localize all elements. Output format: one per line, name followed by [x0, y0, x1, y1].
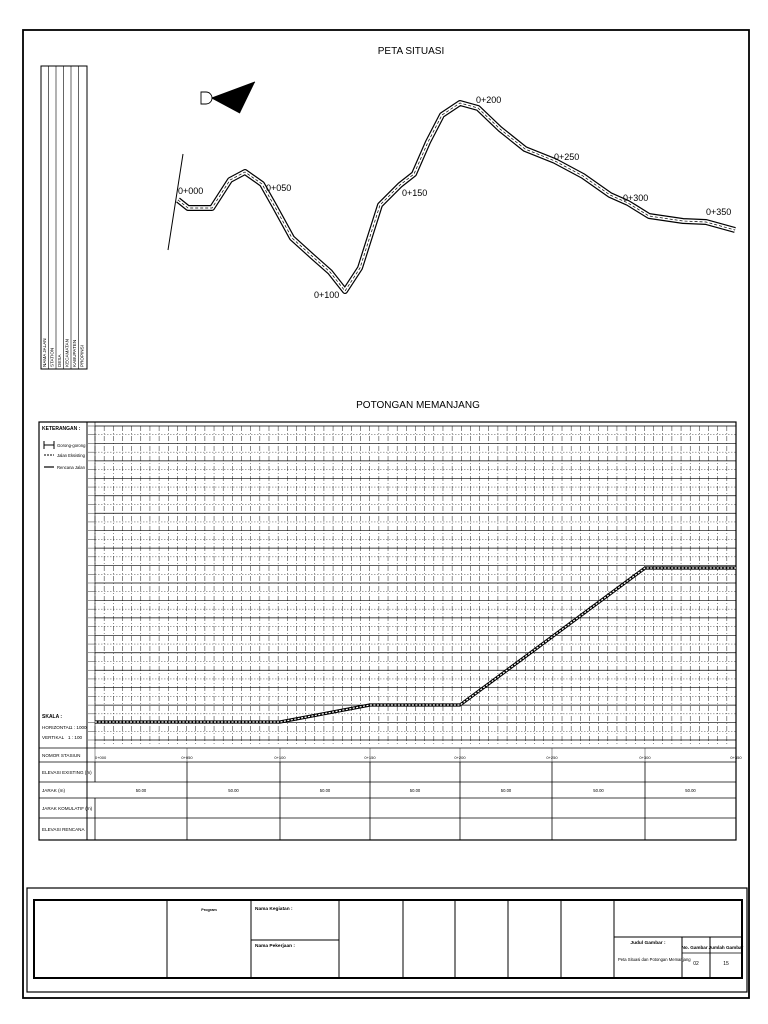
scale-vertical-label: VERTIKAL — [42, 735, 65, 740]
table-station-label: 0+250 — [546, 755, 558, 760]
table-station-label: 0+050 — [181, 755, 193, 760]
pekerjaan-label: Nama Pekerjaan : — [255, 944, 295, 949]
table-distance-value: 50.00 — [685, 788, 696, 793]
legend-item-existing: Jalan Eksisting — [57, 453, 85, 458]
plan-station-label-1: 0+050 — [266, 183, 292, 193]
table-station-label: 0+200 — [454, 755, 466, 760]
judul-value: Peta Situasi dan Potongan Memanjang — [618, 957, 691, 962]
legend — [42, 426, 86, 470]
table-row-label: JARAK KOMULATIF (m) — [42, 806, 93, 811]
side-label-propinsi: PROPINSI — [79, 345, 85, 367]
plan-station-label-2: 0+100 — [314, 290, 340, 300]
table-distance-value: 50.00 — [319, 788, 331, 793]
table-distance-value: 50.00 — [135, 788, 147, 793]
no-gambar-value: 02 — [693, 961, 699, 967]
kegiatan-label: Nama Kegiatan : — [255, 907, 293, 912]
no-gambar-label: No. Gambar : — [681, 945, 711, 950]
jumlah-gambar-label: Jumlah Gambar — [708, 945, 744, 950]
sheet-border — [23, 30, 749, 998]
program-label: Program — [201, 908, 217, 912]
table-row-label: NOMOR STASIUN — [42, 753, 81, 758]
side-label-nama-jalan: NAMA JALAN — [42, 338, 47, 367]
table-station-label: 0+000 — [95, 755, 107, 760]
road-alignment — [178, 103, 735, 291]
plan-side-label-box — [41, 66, 87, 369]
side-label-kabupaten: KABUPATEN — [72, 339, 77, 367]
side-label-kecamatan: KECAMATAN — [64, 339, 70, 367]
table-row-label: ELEVASI RENCANA — [42, 827, 85, 832]
plan-station-label-5: 0+250 — [554, 152, 580, 162]
jumlah-gambar-value: 15 — [723, 961, 729, 967]
table-distance-value: 50.00 — [593, 788, 604, 793]
legend-item-culvert: Gorong-gorong — [57, 443, 86, 448]
scale-title: SKALA : — [42, 714, 63, 720]
table-distance-value: 50.00 — [500, 788, 512, 793]
scale-horizontal-label: HORIZONTAL — [42, 725, 72, 730]
legend-title: KETERANGAN : — [42, 426, 81, 432]
station-table — [39, 748, 742, 840]
table-row-label: ELEVASI EXISTING (m) — [42, 770, 92, 775]
table-distance-value: 50.00 — [409, 788, 421, 793]
table-distance-value: 50.00 — [228, 788, 239, 793]
profile-grid — [88, 426, 736, 746]
scale-vertical-value: 1 : 100 — [68, 735, 83, 740]
table-station-label: 0+150 — [364, 755, 376, 760]
scale-horizontal-value: 1 : 1000 — [70, 725, 87, 730]
legend-item-planned: Rencana Jalan — [57, 465, 85, 470]
table-station-label: 0+350 — [730, 755, 742, 760]
side-label-station: STATION — [49, 347, 55, 367]
judul-label: Judul Gambar : — [630, 941, 666, 946]
side-label-desa: DESA — [57, 354, 62, 367]
north-arrow-icon — [201, 82, 255, 113]
plan-station-label-4: 0+200 — [476, 95, 502, 105]
plan-station-label-0: 0+000 — [178, 186, 204, 196]
table-station-label: 0+300 — [639, 755, 651, 760]
scale-note — [42, 714, 87, 740]
plan-station-label-3: 0+150 — [402, 188, 428, 198]
profile-title: POTONGAN MEMANJANG — [356, 400, 480, 411]
plan-title: PETA SITUASI — [377, 46, 445, 57]
title-block — [27, 888, 747, 992]
plan-station-label-6: 0+300 — [623, 193, 649, 203]
plan-station-label-7: 0+350 — [706, 207, 732, 217]
profile-frame — [39, 422, 736, 840]
table-row-label: JARAK (m) — [42, 788, 65, 793]
table-station-label: 0+100 — [274, 755, 286, 760]
